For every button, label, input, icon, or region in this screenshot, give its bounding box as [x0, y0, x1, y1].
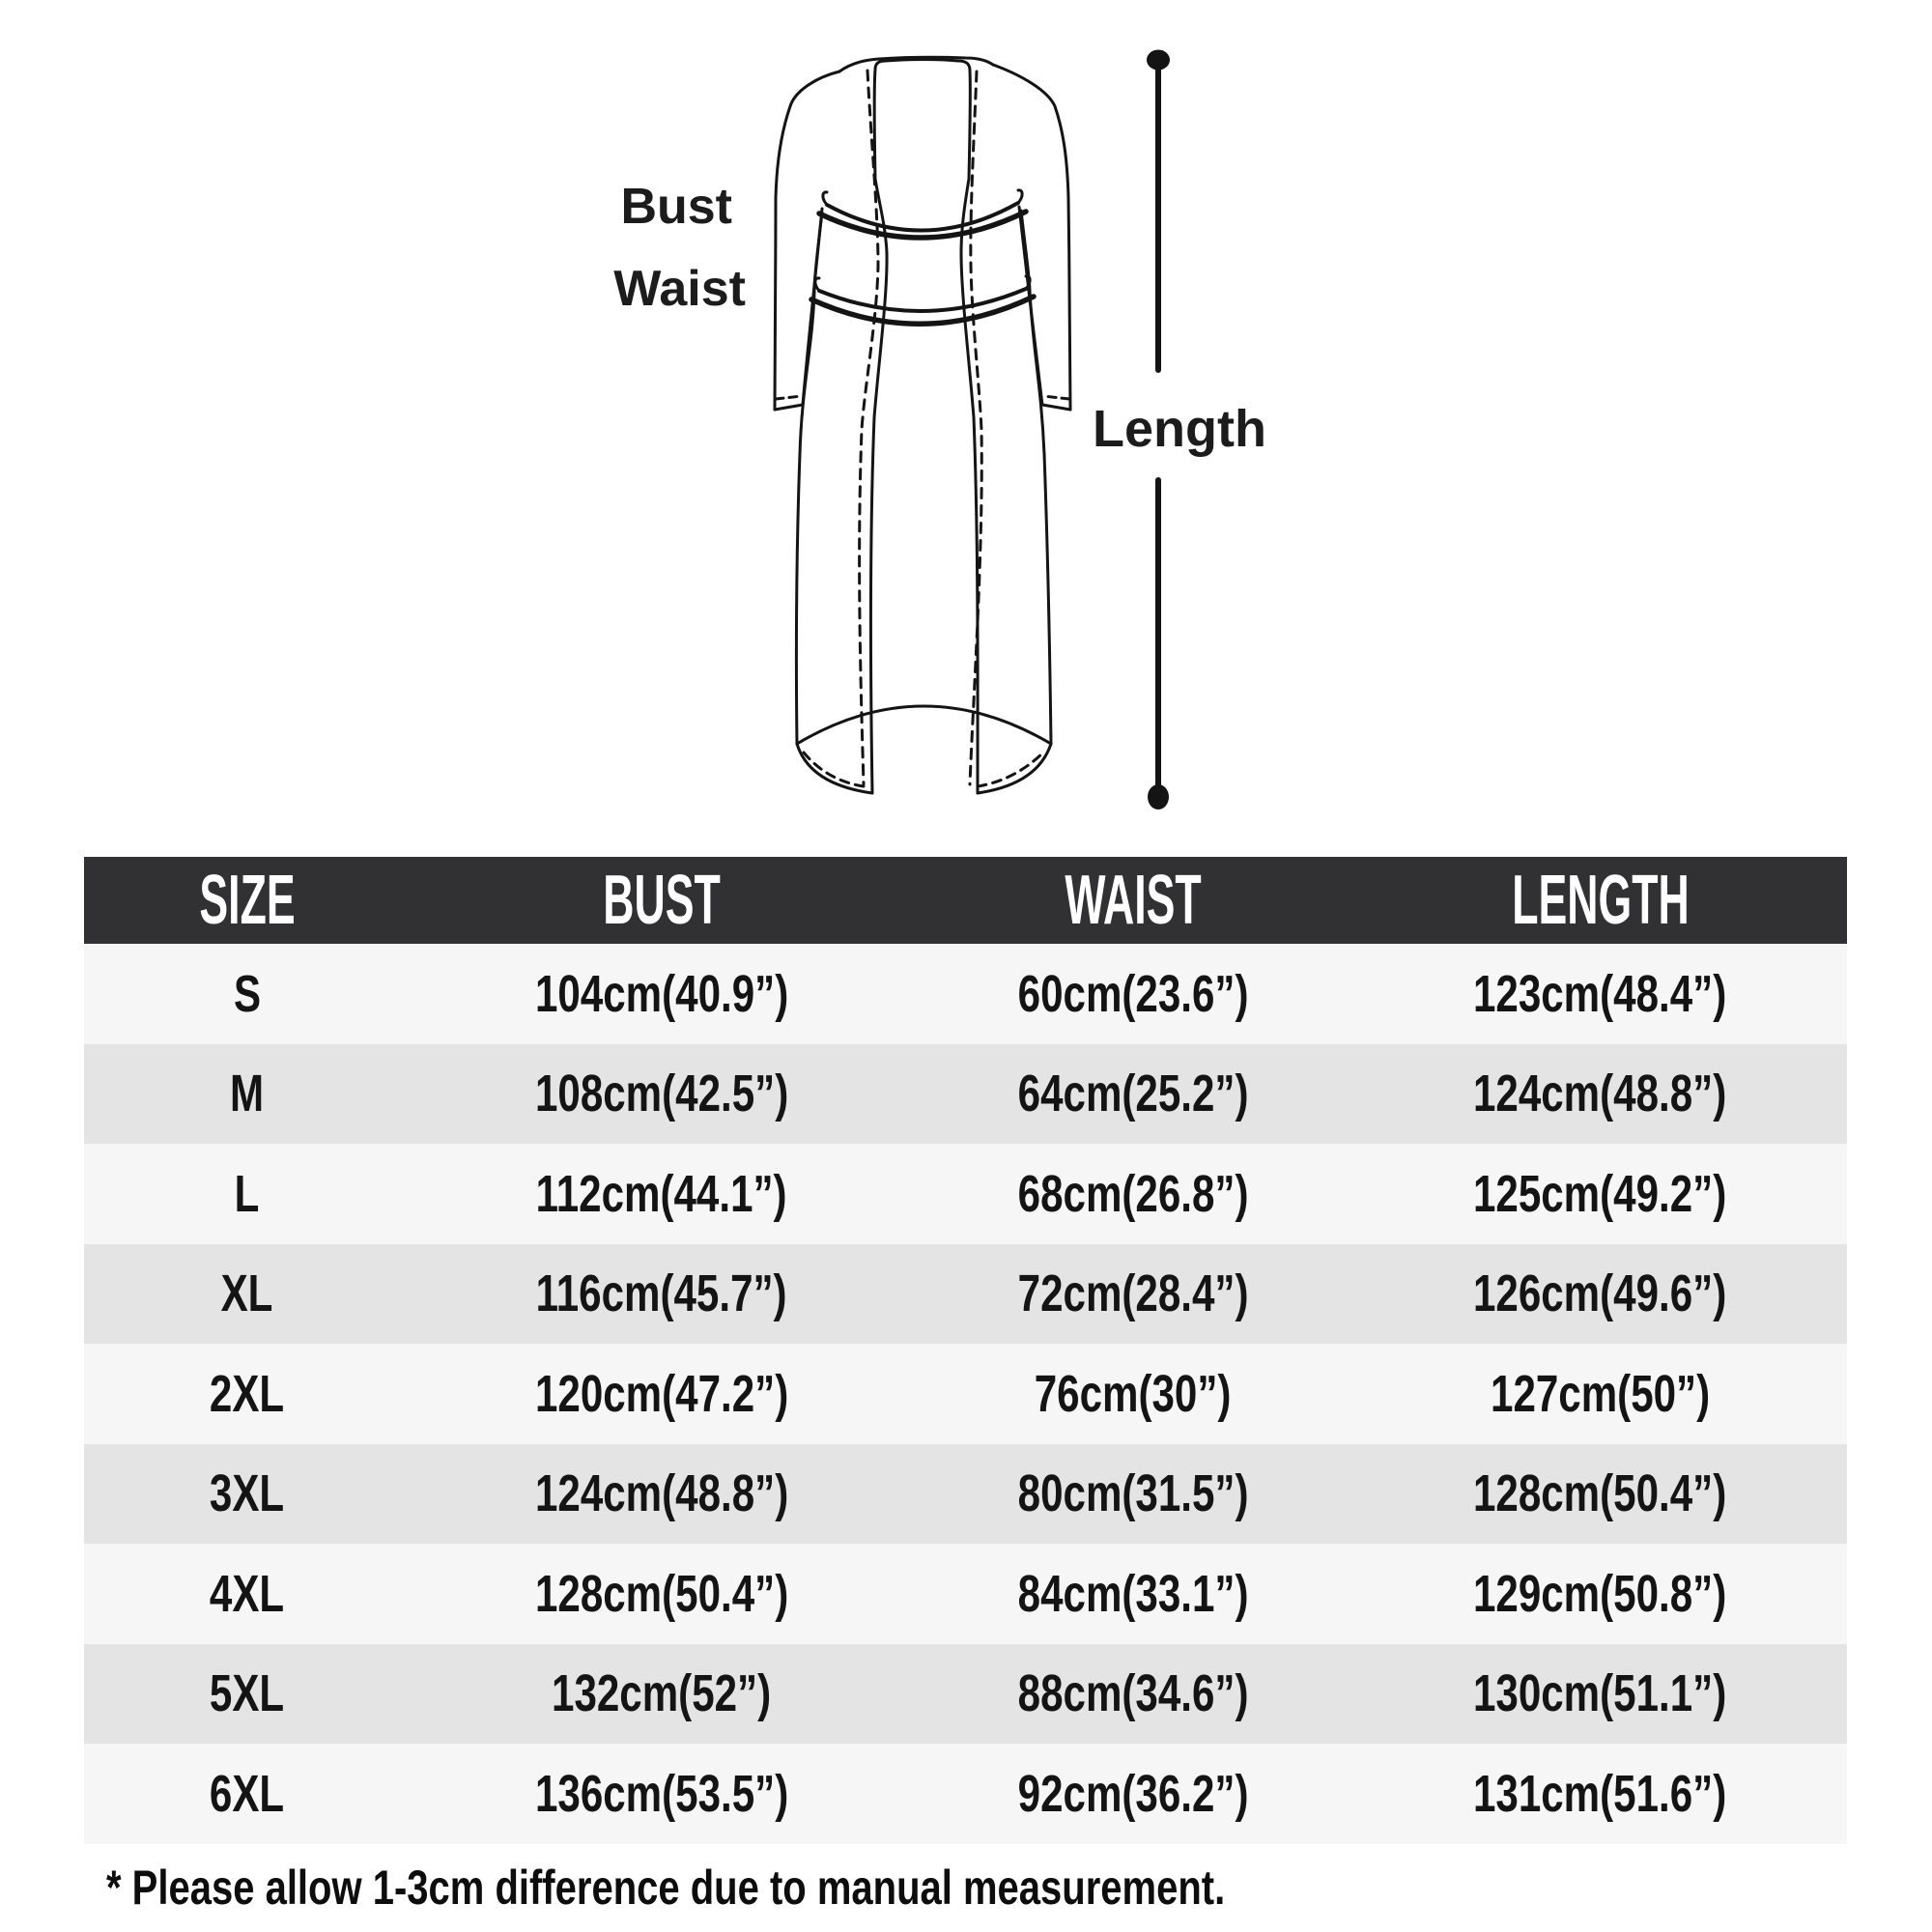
header-label-waist: WAIST [1065, 862, 1202, 939]
size-value: 4XL [210, 1564, 285, 1623]
bust-value: 108cm(42.5”) [534, 1065, 788, 1123]
bust-label: Bust [620, 179, 732, 235]
cell-bust [411, 1244, 913, 1345]
waist-value: 76cm(30”) [1035, 1364, 1232, 1423]
cell-length [1353, 944, 1847, 1044]
cell-waist [913, 1344, 1353, 1444]
cell-length [1353, 1044, 1847, 1145]
length-value: 126cm(49.6”) [1473, 1264, 1727, 1323]
size-value: 3XL [210, 1464, 285, 1523]
size-table-header-row [84, 857, 1847, 944]
cell-bust [411, 944, 913, 1044]
bust-value: 116cm(45.7”) [535, 1264, 787, 1323]
waist-value: 72cm(28.4”) [1017, 1264, 1249, 1323]
size-value: 5XL [210, 1664, 285, 1723]
bust-loop-left-tip [823, 192, 827, 205]
size-value: M [230, 1065, 265, 1123]
size-value: XL [220, 1264, 273, 1323]
cell-size [84, 1144, 411, 1244]
length-value: 130cm(51.1”) [1473, 1664, 1727, 1723]
cell-bust [411, 1044, 913, 1145]
size-value: S [233, 964, 261, 1023]
cell-waist [913, 1244, 1353, 1345]
cell-bust [411, 1544, 913, 1644]
length-value: 129cm(50.8”) [1473, 1564, 1727, 1623]
waist-value: 92cm(36.2”) [1017, 1764, 1249, 1823]
table-row [84, 1144, 1847, 1244]
bust-value: 120cm(47.2”) [534, 1364, 788, 1423]
header-cell-size [84, 857, 411, 944]
length-line-top-dot [1147, 50, 1170, 71]
waist-label: Waist [613, 261, 746, 317]
cell-length [1353, 1344, 1847, 1444]
cell-waist [913, 1444, 1353, 1545]
cell-bust [411, 1444, 913, 1545]
size-value: 6XL [210, 1764, 285, 1823]
length-value: 128cm(50.4”) [1473, 1464, 1727, 1523]
header-cell-length [1353, 857, 1847, 944]
length-value: 123cm(48.4”) [1473, 964, 1727, 1023]
cell-size [84, 1044, 411, 1145]
header-label-length: LENGTH [1511, 862, 1690, 939]
cell-length [1353, 1644, 1847, 1745]
right-cuff-dashed-line [1043, 396, 1069, 399]
header-cell-bust [411, 857, 913, 944]
cell-size [84, 1644, 411, 1745]
cell-waist [913, 1744, 1353, 1844]
cell-length [1353, 1144, 1847, 1244]
cell-bust [411, 1644, 913, 1745]
waist-value: 60cm(23.6”) [1017, 964, 1249, 1023]
header-label-bust: BUST [602, 862, 721, 939]
table-row [84, 1044, 1847, 1145]
bust-value: 132cm(52”) [552, 1664, 772, 1723]
bust-value: 128cm(50.4”) [534, 1564, 788, 1623]
cell-size [84, 1544, 411, 1644]
header-cell-waist [913, 857, 1353, 944]
right-placket-dashed-line [970, 71, 981, 784]
cell-waist [913, 1544, 1353, 1644]
size-table-body [84, 944, 1847, 1844]
cell-size [84, 944, 411, 1044]
cell-length [1353, 1544, 1847, 1644]
cell-size [84, 1344, 411, 1444]
length-value: 124cm(48.8”) [1473, 1065, 1727, 1123]
cell-length [1353, 1244, 1847, 1345]
bust-value: 124cm(48.8”) [534, 1464, 788, 1523]
cell-bust [411, 1744, 913, 1844]
back-hem-arc [797, 706, 1051, 744]
right-cuff-line [1042, 405, 1070, 410]
length-value: 127cm(50”) [1490, 1364, 1711, 1423]
waist-value: 68cm(26.8”) [1017, 1164, 1249, 1223]
left-cuff-line [775, 405, 803, 410]
table-row [84, 1744, 1847, 1844]
waist-value: 88cm(34.6”) [1017, 1664, 1249, 1723]
measurement-footnote: * Please allow 1-3cm difference due to manual measurement. [106, 1861, 1226, 1915]
size-value: 2XL [210, 1364, 285, 1423]
table-row [84, 1544, 1847, 1644]
waist-loop-back-arc [819, 289, 1026, 311]
length-line-bottom-dot [1148, 784, 1169, 810]
cell-waist [913, 1144, 1353, 1244]
bust-value: 112cm(44.1”) [535, 1164, 787, 1223]
cell-size [84, 1744, 411, 1844]
waist-value: 80cm(31.5”) [1017, 1464, 1249, 1523]
cell-size [84, 1444, 411, 1545]
length-value: 125cm(49.2”) [1473, 1164, 1727, 1223]
header-label-size: SIZE [199, 862, 296, 939]
cell-waist [913, 1044, 1353, 1145]
bust-value: 104cm(40.9”) [534, 964, 788, 1023]
left-cuff-dashed-line [776, 396, 802, 399]
length-value: 131cm(51.6”) [1473, 1764, 1727, 1823]
bust-value: 136cm(53.5”) [534, 1764, 788, 1823]
cell-waist [913, 1644, 1353, 1745]
right-sleeve-outer-line [993, 65, 1070, 410]
table-row [84, 1244, 1847, 1345]
waist-value: 64cm(25.2”) [1017, 1065, 1249, 1123]
table-row [84, 1644, 1847, 1745]
cell-size [84, 1244, 411, 1345]
bust-loop-right-tip [1018, 190, 1022, 203]
cell-bust [411, 1344, 913, 1444]
cell-waist [913, 944, 1353, 1044]
cell-length [1353, 1444, 1847, 1545]
length-label: Length [1093, 400, 1266, 458]
cell-bust [411, 1144, 913, 1244]
cell-length [1353, 1744, 1847, 1844]
waist-value: 84cm(33.1”) [1017, 1564, 1249, 1623]
size-value: L [234, 1164, 260, 1223]
table-row [84, 944, 1847, 1044]
right-hem-arc [978, 744, 1051, 793]
collar-inner-line [874, 60, 970, 180]
size-table [84, 857, 1847, 1844]
table-row [84, 1444, 1847, 1545]
table-row [84, 1344, 1847, 1444]
